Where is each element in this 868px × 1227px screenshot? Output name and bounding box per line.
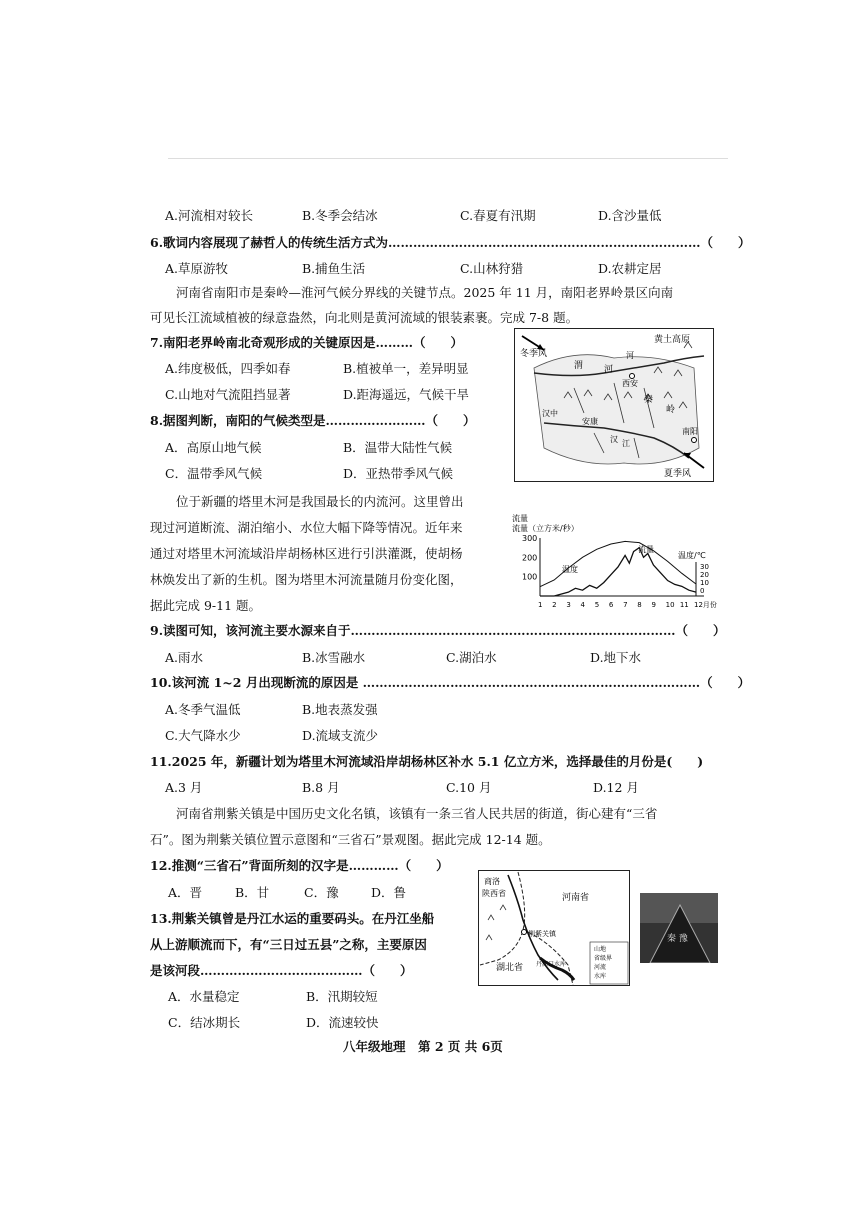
intro-9-11-line4: 林焕发出了新的生机。图为塔里木河流量随月份变化图， [150, 572, 463, 587]
q7-option-d: D.距海遥远，气候干旱 [343, 387, 470, 402]
q13-stem-line1: 13.荆紫关镇曾是丹江水运的重要码头。在丹江坐船 [150, 911, 435, 926]
chart-xtick-7: 7 [623, 601, 628, 609]
intro-9-11-line3: 通过对塔里木河流域沿岸胡杨林区进行引洪灌溉，使胡杨 [150, 546, 463, 561]
q8-option-d: D．亚热带季风气候 [343, 466, 454, 481]
chart-ylabel: 流量（立方米/秒） [512, 524, 579, 533]
q8-option-c: C．温带季风气候 [165, 466, 263, 481]
map1-hanzhong: 汉中 [542, 409, 558, 418]
map1-winter-wind: 冬季风 [520, 349, 548, 359]
q10-stem: 10.该河流 1~2 月出现断流的原因是 ………………………………………………………………………（ ） [150, 675, 751, 690]
q13-stem-line2: 从上游顺流而下，有“三日过五县”之称，主要原因 [150, 937, 427, 952]
chart-xtick-8: 8 [637, 601, 642, 609]
q11-stem: 11.2025 年，新疆计划为塔里木河流域沿岸胡杨林区补水 5.1 亿立方米，选择最佳的月份是( ) [150, 754, 704, 769]
q12-option-a: A．晋 [168, 885, 203, 900]
map2-reservoir: 丹江口水库 [536, 961, 567, 968]
chart-ytick-200: 200 [522, 553, 538, 563]
q13-option-d: D．流速较快 [306, 1015, 379, 1030]
q11-option-c: C.10 月 [446, 780, 492, 795]
map1-ling: 岭 [666, 405, 676, 415]
map1-city-a: 西安 [622, 379, 638, 388]
chart-ytick-100: 100 [522, 572, 538, 582]
chart-y2tick-10: 10 [700, 579, 709, 587]
q12-option-c: C．豫 [304, 885, 339, 900]
map1-river-c: 江 [622, 439, 630, 448]
q11-option-d: D.12 月 [593, 780, 639, 795]
q9-option-c: C.湖泊水 [446, 650, 497, 665]
stone-text: 秦 豫 [667, 934, 688, 944]
intro-7-8-line2: 可见长江流域植被的绿意盎然，向北则是黄河流域的银装素裹。完成 7-8 题。 [150, 310, 579, 325]
q7-stem: 7.南阳老界岭南北奇观形成的关键原因是………（ ） [150, 335, 464, 350]
jingziguan-map [478, 870, 630, 986]
chart-y2tick-20: 20 [700, 571, 709, 579]
q8-stem: 8.据图判断，南阳的气候类型是……………………（ ） [150, 413, 476, 428]
map1-ankang: 安康 [582, 417, 598, 426]
three-province-stone-photo [640, 893, 718, 963]
intro-9-11-line2: 现过河道断流、湖泊缩小、水位大幅下降等情况。近年来 [150, 520, 463, 535]
chart-flow-label: 流量 [638, 545, 654, 554]
q10-option-d: D.流域支流少 [302, 728, 379, 743]
intro-12-14-line2: 石”。图为荆紫关镇位置示意图和“三省石”景观图。据此完成 12-14 题。 [150, 832, 551, 847]
map1-nanyang: 南阳 [682, 427, 698, 436]
q10-option-c: C.大气降水少 [165, 728, 241, 743]
q9-stem: 9.读图可知，该河流主要水源来自于……………………………………………………………………（ ） [150, 623, 726, 638]
chart-ytick-300: 300 [522, 534, 538, 543]
q12-stem: 12.推测“三省石”背面所刻的汉字是…………（ ） [150, 858, 449, 873]
q13-stem-line3: 是该河段…………………………………（ ） [150, 963, 413, 978]
q8-option-b: B．温带大陆性气候 [343, 440, 453, 455]
map2-legend-reservoir: 水库 [594, 973, 607, 980]
q9-option-b: B.冰雪融水 [302, 650, 366, 665]
map2-legend-mountain: 山地 [594, 946, 607, 953]
map1-river-b: 河 [604, 365, 614, 375]
chart-xtick-3: 3 [566, 601, 571, 609]
chart-xtick-1: 1 [538, 601, 543, 609]
map2-hubei: 湖北省 [496, 963, 524, 973]
map2-town: 荆紫关镇 [528, 930, 556, 938]
chart-xtick-10: 10 [665, 601, 675, 609]
chart-xtick-12: 12月份 [694, 601, 717, 609]
map2-shaanxi-b: 商洛 [484, 877, 500, 886]
map1-loess: 黄土高原 [654, 335, 691, 345]
q12-option-d: D．鲁 [371, 885, 407, 900]
chart-xtick-6: 6 [608, 601, 614, 609]
q6-option-c: C.山林狩猎 [460, 261, 524, 276]
page-footer: 八年级地理 第 2 页 共 6页 [343, 1039, 503, 1054]
chart-y2label: 温度/℃ [678, 551, 706, 560]
chart-y2tick-0: 0 [700, 587, 705, 595]
q5-option-b: B.冬季会结冰 [302, 208, 378, 223]
map1-qin: 秦 [644, 395, 654, 405]
chart-ylabel-1: 流量 [512, 514, 528, 523]
map2-legend-border: 省级界 [594, 955, 613, 962]
chart-xtick-11: 11 [679, 601, 689, 609]
q6-stem: 6.歌词内容展现了赫哲人的传统生活方式为…………………………………………………………………（ ） [150, 235, 751, 250]
chart-xtick-4: 4 [580, 601, 586, 609]
q10-option-b: B.地表蒸发强 [302, 702, 378, 717]
q9-option-d: D.地下水 [590, 650, 642, 665]
q5-option-c: C.春夏有汛期 [460, 208, 536, 223]
q7-option-b: B.植被单一，差异明显 [343, 361, 469, 376]
q6-option-a: A.草原游牧 [165, 261, 229, 276]
q5-option-d: D.含沙量低 [598, 208, 662, 223]
q8-option-a: A．高原山地气候 [165, 440, 262, 455]
header-rule [168, 158, 728, 159]
intro-12-14-line1: 河南省荆紫关镇是中国历史文化名镇，该镇有一条三省人民共居的街道，街心建有“三省 [176, 806, 658, 821]
q6-option-b: B.捕鱼生活 [302, 261, 366, 276]
map1-river-a: 渭 [574, 361, 584, 371]
chart-xtick-5: 5 [594, 601, 600, 609]
map2-legend-river: 河流 [594, 964, 607, 971]
qinling-map [514, 328, 714, 482]
q5-option-a: A.河流相对较长 [165, 208, 254, 223]
q11-option-b: B.8 月 [302, 780, 340, 795]
map1-han: 汉 [610, 435, 618, 444]
q10-option-a: A.冬季气温低 [165, 702, 241, 717]
map2-henan: 河南省 [562, 893, 590, 903]
q12-option-b: B．甘 [235, 885, 270, 900]
q7-option-c: C.山地对气流阻挡显著 [165, 387, 291, 402]
map2-shaanxi-a: 陕西省 [482, 889, 506, 898]
q6-option-d: D.农耕定居 [598, 261, 662, 276]
q13-option-a: A．水量稳定 [168, 989, 240, 1004]
q11-option-a: A.3 月 [165, 780, 203, 795]
chart-y2tick-30: 30 [700, 563, 709, 571]
q7-option-a: A.纬度极低，四季如春 [165, 361, 291, 376]
q13-option-b: B．汛期较短 [306, 989, 378, 1004]
intro-9-11-line1: 位于新疆的塔里木河是我国最长的内流河。这里曾出 [176, 494, 464, 509]
intro-7-8-line1: 河南省南阳市是秦岭—淮河气候分界线的关键节点。2025 年 11 月，南阳老界岭景区向南 [176, 285, 674, 300]
q13-option-c: C．结冰期长 [168, 1015, 241, 1030]
chart-xtick-2: 2 [552, 601, 557, 609]
chart-series-temp-line [540, 541, 696, 586]
map1-hu: 河 [626, 351, 634, 360]
chart-temp-label: 温度 [562, 565, 578, 574]
intro-9-11-line5: 据此完成 9-11 题。 [150, 598, 262, 613]
chart-xtick-9: 9 [651, 601, 656, 609]
tarim-flow-chart [510, 512, 724, 612]
map1-summer-wind: 夏季风 [664, 469, 692, 479]
q9-option-a: A.雨水 [165, 650, 204, 665]
